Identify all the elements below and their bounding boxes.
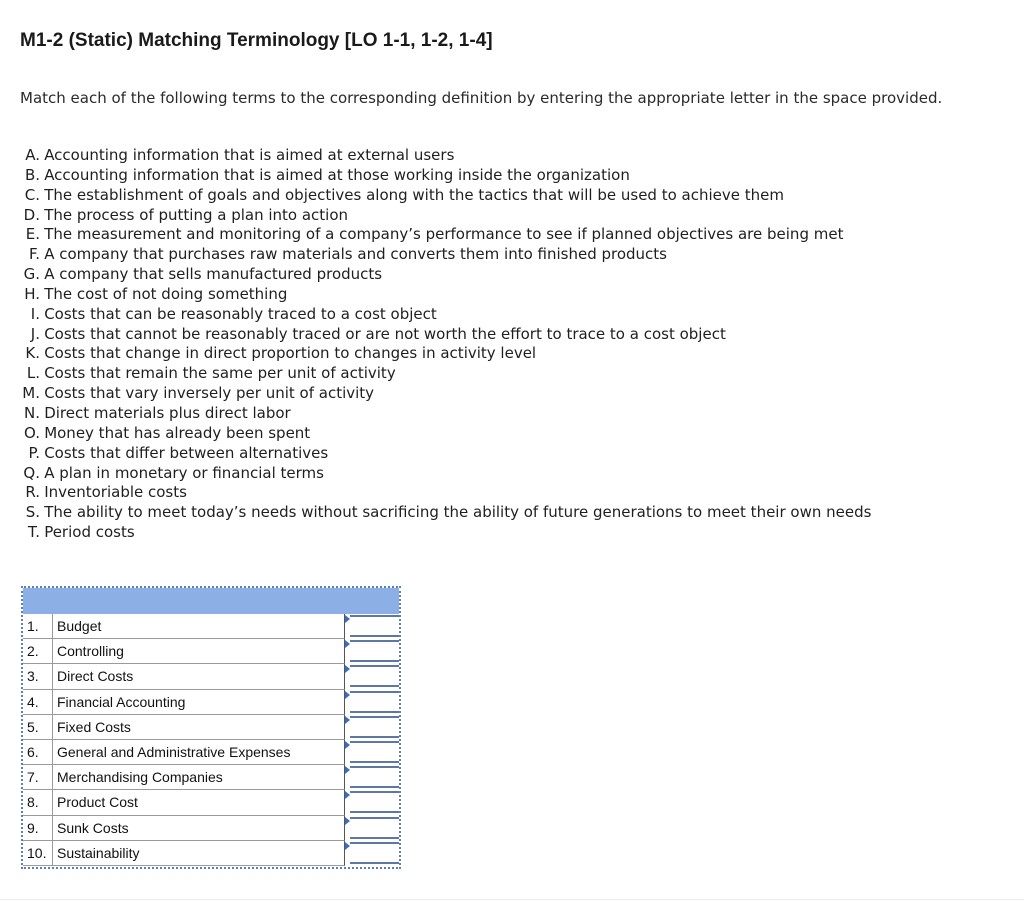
definition-text: A company that purchases raw materials and converts them into finished products bbox=[44, 245, 667, 264]
definition-text: Accounting information that is aimed at those working inside the organization bbox=[44, 165, 630, 184]
answer-input[interactable] bbox=[350, 791, 399, 813]
term-number: 10. bbox=[23, 841, 53, 866]
term-label: Merchandising Companies bbox=[53, 765, 345, 790]
table-row bbox=[23, 790, 399, 815]
definition-item bbox=[14, 364, 871, 384]
term-label: Sunk Costs bbox=[53, 816, 345, 841]
answer-input[interactable] bbox=[350, 741, 399, 763]
answer-cell bbox=[345, 790, 399, 815]
definition-item bbox=[14, 245, 871, 265]
answer-cell bbox=[345, 664, 399, 689]
term-number: 5. bbox=[23, 715, 53, 740]
page-title: M1-2 (Static) Matching Terminology [LO 1-1, 1-2, 1-4] bbox=[20, 30, 493, 51]
definition-item bbox=[14, 186, 871, 206]
instructions-text: Match each of the following terms to the corresponding definition by entering the appropriate letter in the space provided. bbox=[20, 89, 943, 107]
definitions-list bbox=[14, 146, 871, 543]
definition-letter: O. bbox=[24, 423, 40, 442]
definition-item bbox=[14, 265, 871, 285]
definition-letter: K. bbox=[25, 344, 40, 363]
answer-input[interactable] bbox=[350, 615, 399, 637]
answer-input[interactable] bbox=[350, 640, 399, 662]
answer-input[interactable] bbox=[350, 665, 399, 687]
definition-letter: D. bbox=[23, 205, 40, 224]
definition-letter: N. bbox=[24, 403, 40, 422]
term-number: 6. bbox=[23, 740, 53, 765]
answer-input[interactable] bbox=[350, 766, 399, 788]
definition-letter: Q. bbox=[23, 463, 40, 482]
definition-letter: B. bbox=[24, 165, 40, 184]
definition-item bbox=[14, 325, 871, 345]
definition-item bbox=[14, 404, 871, 424]
table-row bbox=[23, 614, 399, 639]
definition-letter: F. bbox=[29, 245, 40, 264]
definition-text: Costs that can be reasonably traced to a cost object bbox=[44, 304, 437, 323]
table-row bbox=[23, 841, 399, 866]
term-label: Financial Accounting bbox=[53, 690, 345, 715]
answer-input[interactable] bbox=[350, 691, 399, 713]
definition-letter: T. bbox=[27, 523, 40, 542]
definition-text: A plan in monetary or financial terms bbox=[44, 463, 324, 482]
definition-letter: E. bbox=[25, 225, 40, 244]
definition-letter: A. bbox=[25, 146, 40, 164]
definition-text: Costs that vary inversely per unit of activity bbox=[44, 384, 375, 403]
definition-letter: I. bbox=[30, 304, 40, 323]
table-row bbox=[23, 715, 399, 740]
definition-item bbox=[14, 523, 871, 543]
definition-letter: L. bbox=[26, 364, 40, 383]
term-label: Budget bbox=[53, 614, 345, 639]
definition-item bbox=[14, 503, 871, 523]
table-row bbox=[23, 765, 399, 790]
answer-cell bbox=[345, 614, 399, 639]
definition-text: Direct materials plus direct labor bbox=[44, 403, 291, 422]
term-number: 1. bbox=[23, 614, 53, 639]
table-header bbox=[23, 588, 399, 614]
definition-item bbox=[14, 285, 871, 305]
definition-letter: C. bbox=[24, 185, 40, 204]
definition-text: Costs that differ between alternatives bbox=[44, 443, 329, 462]
term-label: Sustainability bbox=[53, 841, 345, 866]
definition-item bbox=[14, 464, 871, 484]
definition-text: Costs that remain the same per unit of activity bbox=[44, 364, 396, 383]
definition-letter: P. bbox=[28, 443, 40, 462]
table-row bbox=[23, 664, 399, 689]
table-row bbox=[23, 816, 399, 841]
definition-text: Costs that cannot be reasonably traced or are not worth the effort to trace to a cost object bbox=[44, 324, 726, 343]
term-number: 7. bbox=[23, 765, 53, 790]
definition-text: Period costs bbox=[44, 523, 135, 542]
definition-text: The establishment of goals and objectives along with the tactics that will be used to achieve them bbox=[44, 185, 784, 204]
definition-text: Costs that change in direct proportion to changes in activity level bbox=[44, 344, 537, 363]
definition-item bbox=[14, 483, 871, 503]
term-number: 3. bbox=[23, 664, 53, 689]
definition-item bbox=[14, 146, 871, 166]
term-label: Fixed Costs bbox=[53, 715, 345, 740]
term-label: General and Administrative Expenses bbox=[53, 740, 345, 765]
term-label: Direct Costs bbox=[53, 664, 345, 689]
definition-text: The ability to meet today’s needs without sacrificing the ability of future generations to meet their own needs bbox=[44, 503, 872, 522]
definition-text: Money that has already been spent bbox=[44, 423, 311, 442]
table-row bbox=[23, 690, 399, 715]
definition-letter: R. bbox=[25, 483, 40, 502]
term-number: 8. bbox=[23, 790, 53, 815]
answer-cell bbox=[345, 715, 399, 740]
matching-table bbox=[21, 586, 401, 869]
answer-cell bbox=[345, 816, 399, 841]
answer-input[interactable] bbox=[350, 817, 399, 839]
answer-cell bbox=[345, 690, 399, 715]
definition-item bbox=[14, 344, 871, 364]
definition-letter: S. bbox=[25, 503, 40, 522]
table-row bbox=[23, 639, 399, 664]
answer-cell bbox=[345, 740, 399, 765]
definition-item bbox=[14, 444, 871, 464]
definition-text: The process of putting a plan into action bbox=[44, 205, 349, 224]
definition-item bbox=[14, 166, 871, 186]
definition-text: The measurement and monitoring of a company’s performance to see if planned objectives are being met bbox=[44, 225, 844, 244]
answer-input[interactable] bbox=[350, 842, 399, 864]
definition-item bbox=[14, 206, 871, 226]
definition-item bbox=[14, 384, 871, 404]
definition-item bbox=[14, 424, 871, 444]
definition-item bbox=[14, 225, 871, 245]
term-label: Controlling bbox=[53, 639, 345, 664]
term-number: 2. bbox=[23, 639, 53, 664]
answer-input[interactable] bbox=[350, 716, 399, 738]
definition-letter: G. bbox=[23, 265, 40, 284]
definition-text: The cost of not doing something bbox=[44, 284, 288, 303]
definition-text: Accounting information that is aimed at external users bbox=[44, 146, 455, 164]
answer-cell bbox=[345, 841, 399, 866]
table-row bbox=[23, 740, 399, 765]
definition-item bbox=[14, 305, 871, 325]
definition-letter: H. bbox=[24, 284, 40, 303]
definition-letter: J. bbox=[30, 324, 40, 343]
footer-divider bbox=[0, 899, 1024, 900]
definition-text: Inventoriable costs bbox=[44, 483, 187, 502]
term-number: 4. bbox=[23, 690, 53, 715]
term-number: 9. bbox=[23, 816, 53, 841]
definition-text: A company that sells manufactured products bbox=[44, 265, 383, 284]
definition-letter: M. bbox=[22, 384, 40, 403]
answer-cell bbox=[345, 765, 399, 790]
answer-cell bbox=[345, 639, 399, 664]
term-label: Product Cost bbox=[53, 790, 345, 815]
